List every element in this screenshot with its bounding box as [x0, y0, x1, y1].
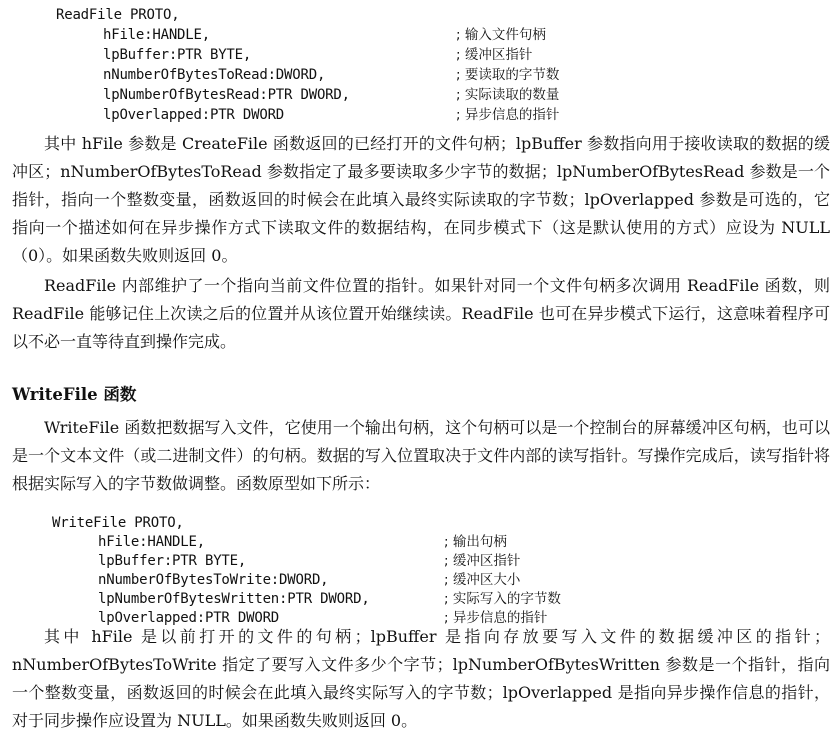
code-line [0, 552, 837, 572]
code-line [0, 86, 837, 106]
param-code: hFile:HANDLE, [103, 27, 210, 43]
param-code: lpNumberOfBytesWritten:PTR DWORD, [98, 591, 370, 607]
param-comment: ; 输出句柄 [444, 534, 507, 550]
param-code: lpOverlapped:PTR DWORD [98, 610, 280, 626]
param-code: lpOverlapped:PTR DWORD [103, 107, 285, 123]
param-code: nNumberOfBytesToWrite:DWORD, [98, 572, 329, 588]
writefile-heading: WriteFile 函数 [12, 385, 137, 404]
param-comment: ; 异步信息的指针 [444, 610, 548, 626]
readfile-pointer-paragraph: ReadFile 内部维护了一个指向当前文件位置的指针。如果针对同一个文件句柄多次调用 ReadFile 函数，则 ReadFile 能够记住上次读之后的位置并从该位置开始继续读。ReadFile 也可在异步模式下运行，这意味着程序可以不必一直等待直到操作完成。 [12, 276, 830, 351]
code-line [0, 106, 837, 126]
code-line [0, 514, 837, 534]
param-comment: ; 缓冲区指针 [456, 47, 533, 63]
param-comment: ; 输入文件句柄 [456, 27, 546, 43]
code-line [0, 533, 837, 553]
param-code: nNumberOfBytesToRead:DWORD, [103, 67, 326, 83]
code-line [0, 66, 837, 86]
code-line [0, 46, 837, 66]
param-code: hFile:HANDLE, [98, 534, 205, 550]
code-line [0, 26, 837, 46]
proto-header: ReadFile PROTO, [56, 7, 180, 23]
param-comment: ; 缓冲区大小 [444, 572, 521, 588]
param-comment: ; 要读取的字节数 [456, 67, 560, 83]
param-comment: ; 缓冲区指针 [444, 553, 521, 569]
param-comment: ; 实际读取的数量 [456, 87, 560, 103]
writefile-intro-paragraph: WriteFile 函数把数据写入文件，它使用一个输出句柄，这个句柄可以是一个控制台的屏幕缓冲区句柄，也可以是一个文本文件（或二进制文件）的句柄。数据的写入位置取决于文件内部的读写指针。写操作完成后，读写指针将根据实际写入的字节数做调整。函数原型如下所示： [12, 418, 830, 493]
param-comment: ; 实际写入的字节数 [444, 591, 561, 607]
param-comment: ; 异步信息的指针 [456, 107, 560, 123]
param-code: lpBuffer:PTR BYTE, [103, 47, 252, 63]
readfile-params-paragraph: 其中 hFile 参数是 CreateFile 函数返回的已经打开的文件句柄；lpBuffer 参数指向用于接收读取的数据的缓冲区；nNumberOfBytesToRead 参数指定了最多要读取多少字节的数据；lpNumberOfBytesRead 参数是一个指针，指向一个整数变量，函数返回的时候会在此填入最终实际读取的字节数；lpOverlapped 参数是可选的，它指向一个描述如何在异步操作方式下读取文件的数据结构，在同步模式下（这是默认使用的方式）应设为 NULL（0）。如果函数失败则返回 0。 [12, 134, 830, 265]
param-code: lpNumberOfBytesRead:PTR DWORD, [103, 87, 350, 103]
param-code: lpBuffer:PTR BYTE, [98, 553, 247, 569]
code-line [0, 590, 837, 610]
code-line [0, 6, 837, 26]
code-line [0, 571, 837, 591]
proto-header: WriteFile PROTO, [52, 515, 184, 531]
writefile-params-paragraph: 其中 hFile 是以前打开的文件的句柄；lpBuffer 是指向存放要写入文件的数据缓冲区的指针；nNumberOfBytesToWrite 指定了要写入文件多少个字节；lpNumberOfBytesWritten 参数是一个指针，指向一个整数变量，函数返回的时候会在此填入最终实际写入的字节数；lpOverlapped 是指向异步操作信息的指针，对于同步操作应设置为 NULL。如果函数失败则返回 0。 [12, 627, 830, 730]
